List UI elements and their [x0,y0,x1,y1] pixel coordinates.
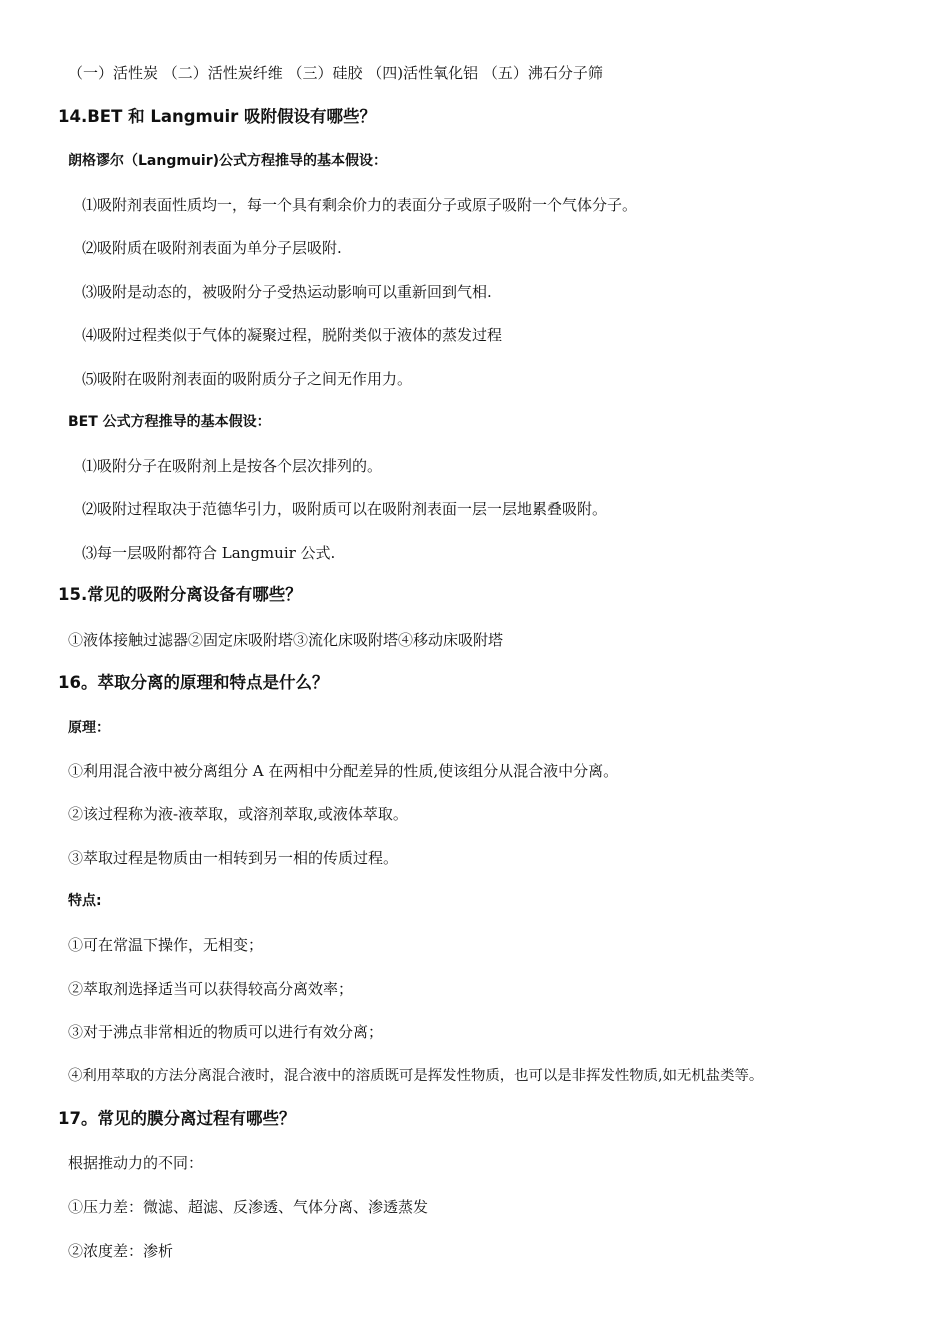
langmuir-assumption-2: ⑵吸附质在吸附剂表面为单分子层吸附. [82,239,342,257]
bet-assumptions-title: BET 公式方程推导的基本假设： [68,414,271,430]
feature-title: 特点: [68,893,102,909]
principle-title: 原理： [68,720,110,736]
question-15-heading: 15.常见的吸附分离设备有哪些？ [58,585,302,604]
langmuir-assumptions-title: 朗格谬尔（Langmuir)公式方程推导的基本假设： [68,153,388,169]
langmuir-assumption-5: ⑸吸附在吸附剂表面的吸附质分子之间无作用力。 [82,370,413,388]
feature-item-3: ③对于沸点非常相近的物质可以进行有效分离； [68,1023,384,1041]
question-16-heading: 16。萃取分离的原理和特点是什么？ [58,673,329,692]
question-14-heading: 14.BET 和 Langmuir 吸附假设有哪些？ [58,107,377,126]
feature-item-2: ②萃取剂选择适当可以获得较高分离效率； [68,980,354,998]
langmuir-assumption-1: ⑴吸附剂表面性质均一，每一个具有剩余价力的表面分子或原子吸附一个气体分子。 [82,196,638,214]
question-17-heading: 17。常见的膜分离过程有哪些？ [58,1109,296,1128]
langmuir-assumption-4: ⑷吸附过程类似于气体的凝聚过程，脱附类似于液体的蒸发过程 [82,326,503,344]
question-17-intro: 根据推动力的不同： [68,1154,204,1172]
membrane-process-2: ②浓度差：渗析 [68,1242,174,1260]
feature-item-1: ①可在常温下操作，无相变； [68,936,264,954]
langmuir-assumption-3: ⑶吸附是动态的，被吸附分子受热运动影响可以重新回到气相. [82,283,492,301]
membrane-process-1: ①压力差：微滤、超滤、反渗透、气体分离、渗透蒸发 [68,1198,429,1216]
principle-item-1: ①利用混合液中被分离组分 A 在两相中分配差异的性质,使该组分从混合液中分离。 [68,762,619,780]
principle-item-2: ②该过程称为液-液萃取，或溶剂萃取,或液体萃取。 [68,805,408,823]
principle-item-3: ③萃取过程是物质由一相转到另一相的传质过程。 [68,849,399,867]
feature-item-4: ④利用萃取的方法分离混合液时，混合液中的溶质既可是挥发性物质，也可以是非挥发性物质,如无机盐类等。 [68,1068,764,1084]
question-15-answer: ①液体接触过滤器②固定床吸附塔③流化床吸附塔④移动床吸附塔 [68,631,504,649]
adsorbent-list-line: （一）活性炭 （二）活性炭纤维 （三）硅胶 （四)活性氧化铝 （五）沸石分子筛 [68,64,603,82]
bet-assumption-3: ⑶每一层吸附都符合 Langmuir 公式. [82,544,336,562]
bet-assumption-1: ⑴吸附分子在吸附剂上是按各个层次排列的。 [82,457,383,475]
bet-assumption-2: ⑵吸附过程取决于范德华引力，吸附质可以在吸附剂表面一层一层地累叠吸附。 [82,500,608,518]
